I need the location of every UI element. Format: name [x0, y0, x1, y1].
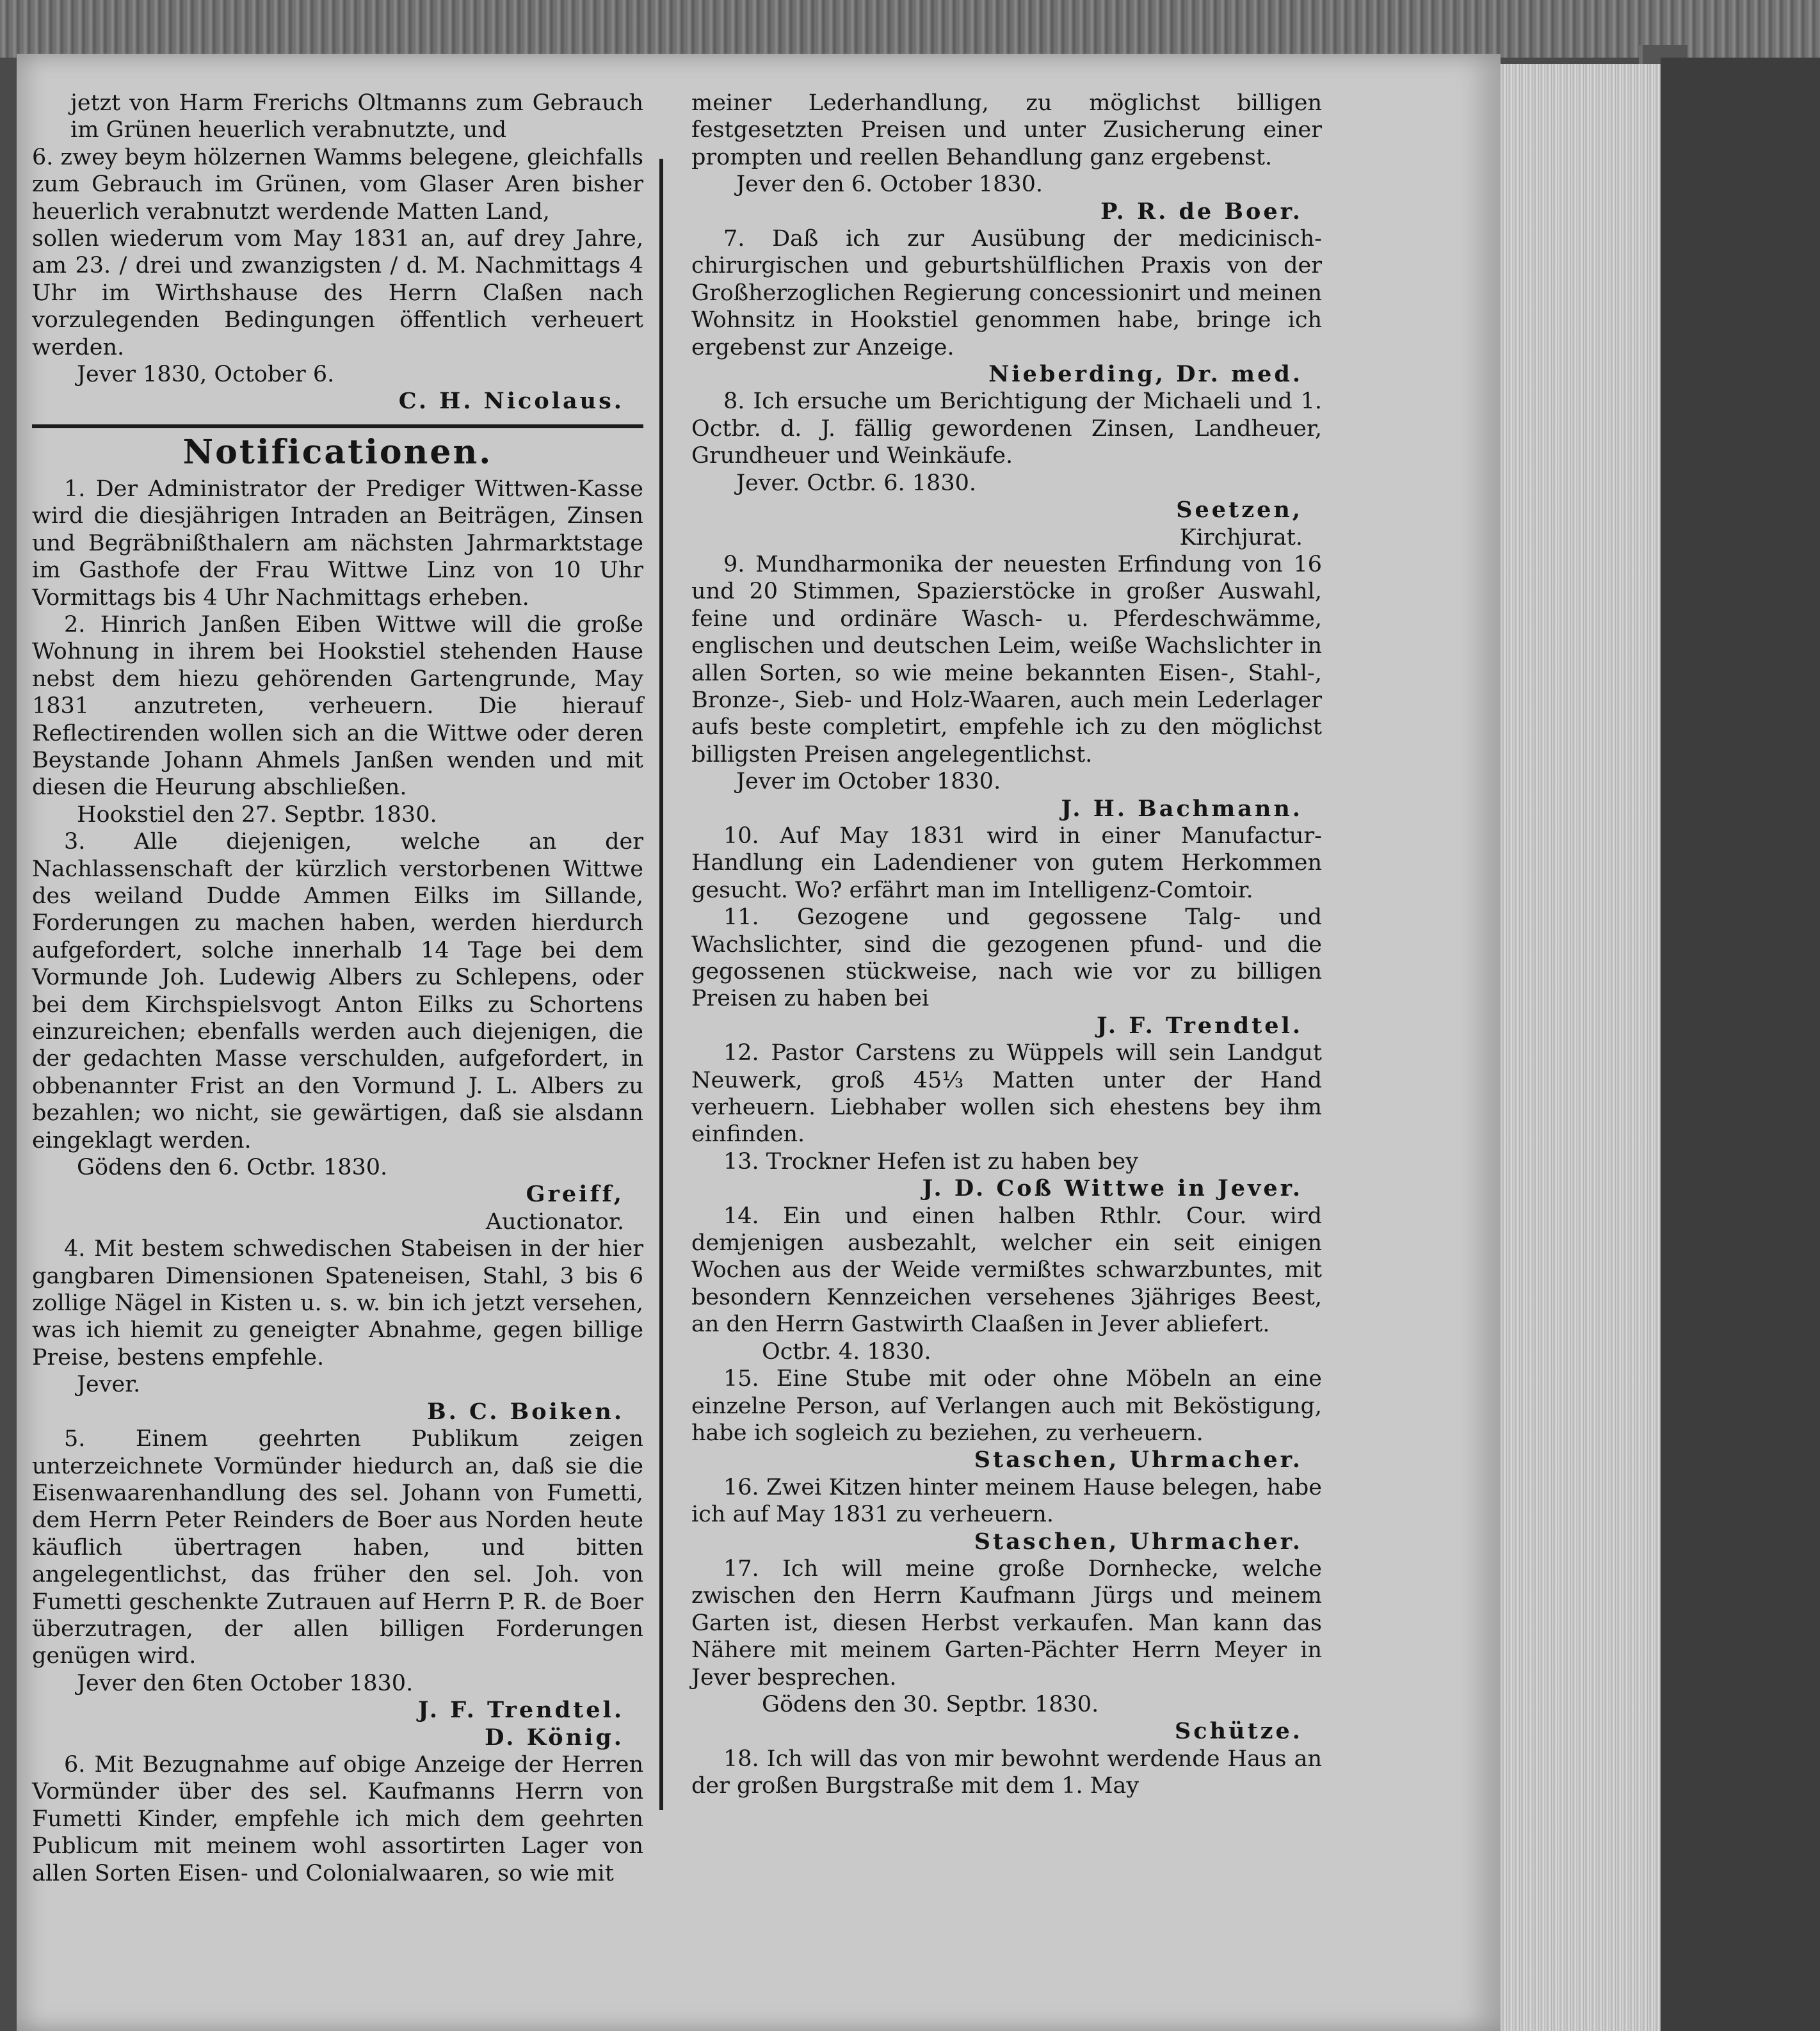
notice-6: 6. Mit Bezugnahme auf obige Anzeige der Herren Vormünder über des sel. Kaufmanns Herrn von Fumetti Kinder, empfehle ich mich dem geehrten Publicum mit meinem wohl assortirten Lager von allen Sorten Eisen- und Colonialwaaren, so wie mit [32, 1751, 643, 1886]
notice-5: 5. Einem geehrten Publikum zeigen unterzeichnete Vormünder hiedurch an, daß sie die Eisenwaarenhandlung des sel. Johann von Fumetti, dem Herrn Peter Reinders de Boer aus Norden heute käuflich übertragen haben, und bitten angelegentlichst, das früher den sel. Joh. von Fumetti geschenkte Zutrauen auf Herrn P. R. de Boer überzutragen, der allen billigen Forderungen genügen wird. [32, 1426, 643, 1669]
notice-17-date: Gödens den 30. Septbr. 1830. [762, 1691, 1099, 1717]
notice-9: 9. Mundharmonika der neuesten Erfindung von 16 und 20 Stimmen, Spazierstöcke in großer Auswahl, feine und ordinäre Wasch- u. Pferdeschwämme, englischen und deutschen Leim, weiße Wachslichter in allen Sorten, so wie meine bekannten Eisen-, Stahl-, Bronze-, Sieb- und Holz-Waaren, auch mein Lederlager aufs beste completirt, empfehle ich zu den möglichst billigsten Preisen angelegentlichst. [691, 551, 1322, 767]
notice-2-date: Hookstiel den 27. Septbr. 1830. [77, 801, 437, 828]
notice-3-date: Gödens den 6. Octbr. 1830. [77, 1155, 388, 1181]
section-heading: Notificationen. [182, 432, 493, 472]
notice-8: 8. Ich ersuche um Berichtigung der Michaeli und 1. Octbr. d. J. fällig gewordenen Zinsen, Landheuer, Grundheuer und Weinkäufe. [691, 389, 1322, 469]
notice-14: 14. Ein und einen halben Rthlr. Cour. wird demjenigen ausbezahlt, welcher ein seit einigen Wochen aus der Weide vermißtes schwarzbuntes, mit besondern Kennzeichen versehenes 3jähriges Beest, an den Herrn Gastwirth Claaßen in Jever abliefert. [691, 1203, 1322, 1338]
notice-14-date: Octbr. 4. 1830. [762, 1338, 931, 1365]
notice-10: 10. Auf May 1831 wird in einer Manufactur-Handlung ein Ladendiener von gutem Herkommen gesucht. Wo? erfährt man im Intelligenz-Comtoir. [691, 823, 1322, 903]
notice-6-continued: meiner Lederhandlung, zu möglichst billigen festgesetzten Preisen und unter Zusicherung einer prompten und reellen Behandlung ganz ergebenst. [691, 90, 1322, 170]
signature: C. H. Nicolaus. [398, 388, 624, 415]
notice-6-signature: P. R. de Boer. [1100, 198, 1303, 225]
notice-7: 7. Daß ich zur Ausübung der medicinisch-chirurgischen und geburtshülflichen Praxis von der Großherzoglichen Regierung concessionirt und meinen Wohnsitz in Hookstiel genommen habe, bringe ich ergebenst zur Anzeige. [691, 226, 1322, 360]
notice-5-date: Jever den 6ten October 1830. [77, 1670, 414, 1696]
paragraph-auction-terms: sollen wiederum vom May 1831 an, auf drey Jahre, am 23. / drei und zwanzigsten / d. M. Nachmittags 4 Uhr im Wirthshause des Herrn Claßen nach vorzulegenden Bedingungen öffentlich verheuert werden. [32, 226, 643, 360]
notice-7-signature: Nieberding, Dr. med. [988, 361, 1303, 388]
notice-8-title: Kirchjurat. [1179, 524, 1303, 550]
notice-3-title: Auctionator. [485, 1208, 624, 1235]
notice-3: 3. Alle diejenigen, welche an der Nachlassenschaft der kürzlich verstorbenen Wittwe des weiland Dudde Ammen Eilks im Sillande, Forderungen zu machen haben, werden hierdurch aufgefordert, solche innerhalb 14 Tage bei dem Vormunde Joh. Ludewig Albers zu Schlepens, oder bei dem Kirchspielsvogt Anton Eilks zu Schortens einzureichen; ebenfalls werden auch diejenigen, die der gedachten Masse verschulden, aufgefordert, in obbenannter Frist an den Vormund J. L. Albers zu bezahlen; wo nicht, sie gewärtigen, daß sie alsdann eingeklagt werden. [32, 829, 643, 1153]
notice-8-signature: Seetzen, [1176, 497, 1303, 524]
notice-9-signature: J. H. Bachmann. [1061, 795, 1303, 822]
book-top-edge [0, 0, 1820, 58]
notice-13: 13. Trockner Hefen ist zu haben bey [723, 1148, 1138, 1175]
notice-18: 18. Ich will das von mir bewohnt werdende Haus an der großen Burgstraße mit dem 1. May [691, 1746, 1322, 1799]
notice-5-signature-1: J. F. Trendtel. [418, 1697, 624, 1724]
paragraph-item-5-cont: jetzt von Harm Frerichs Oltmanns zum Gebrauch im Grünen heuerlich verabnutzte, und [70, 90, 643, 143]
notice-11: 11. Gezogene und gegossene Talg- und Wachslichter, sind die gezogenen pfund- und die gegossenen stückweise, nach wie vor zu billigen Preisen zu haben bei [691, 904, 1322, 1012]
notice-4-signature: B. C. Boiken. [427, 1398, 624, 1425]
left-column [32, 90, 643, 1887]
notice-4-place: Jever. [77, 1372, 141, 1398]
book-cover-board [1661, 58, 1820, 2031]
dateline: Jever 1830, October 6. [77, 362, 335, 388]
notice-15-signature: Staschen, Uhrmacher. [974, 1447, 1303, 1473]
column-divider [659, 159, 663, 1810]
notice-5-signature-2: D. König. [485, 1724, 624, 1751]
right-column [691, 90, 1322, 1800]
notice-2: 2. Hinrich Janßen Eiben Wittwe will die große Wohnung in ihrem bei Hookstiel stehenden Hause nebst dem hiezu gehörenden Gartengrunde, May 1831 anzutreten, verheuern. Die hierauf Reflectirenden wollen sich an die Wittwe oder deren Beystande Johann Ahmels Janßen wenden und mit diesen die Heurung abschließen. [32, 611, 643, 801]
notice-6-date: Jever den 6. October 1830. [736, 172, 1043, 198]
notice-16-signature: Staschen, Uhrmacher. [974, 1528, 1303, 1555]
notice-8-date: Jever. Octbr. 6. 1830. [736, 470, 976, 496]
notice-11-signature: J. F. Trendtel. [1097, 1012, 1303, 1039]
notice-3-signature: Greiff, [526, 1181, 624, 1208]
section-rule [32, 424, 643, 428]
notice-4: 4. Mit bestem schwedischen Stabeisen in der hier gangbaren Dimensionen Spateneisen, Stahl, 3 bis 6 zollige Nägel in Kisten u. s. w. bin ich jetzt versehen, was ich hiemit zu geneigter Abnahme, gegen billige Preise, bestens empfehle. [32, 1236, 643, 1370]
notice-17-signature: Schütze. [1175, 1718, 1303, 1745]
paragraph-item-6: 6. zwey beym hölzernen Wamms belegene, gleichfalls zum Gebrauch im Grünen, vom Glaser Aren bisher heuerlich verabnutzt werdende Matten Land, [32, 144, 643, 225]
notice-12: 12. Pastor Carstens zu Wüppels will sein Landgut Neuwerk, groß 45⅓ Matten unter der Hand verheuern. Liebhaber wollen sich ehestens bey ihm einfinden. [691, 1040, 1322, 1148]
notice-15: 15. Eine Stube mit oder ohne Möbeln an eine einzelne Person, auf Verlangen auch mit Beköstigung, habe ich sogleich zu beziehen, zu verheuern. [691, 1366, 1322, 1446]
page-stack-edge [1501, 64, 1661, 2031]
notice-1: 1. Der Administrator der Prediger Wittwen-Kasse wird die diesjährigen Intraden an Beiträgen, Zinsen und Begräbnißthalern am nächsten Jahrmarktstage im Gasthofe der Frau Wittwe Linz von 10 Uhr Vormittags bis 4 Uhr Nachmittags erheben. [32, 476, 643, 611]
notice-17: 17. Ich will meine große Dornhecke, welche zwischen den Herrn Kaufmann Jürgs und meinem Garten ist, diesen Herbst verkaufen. Man kann das Nähere mit meinem Garten-Pächter Herrn Meyer in Jever besprechen. [691, 1555, 1322, 1690]
notice-16: 16. Zwei Kitzen hinter meinem Hause belegen, habe ich auf May 1831 zu verheuern. [691, 1474, 1322, 1528]
notice-9-date: Jever im October 1830. [736, 769, 1001, 795]
notice-13-signature: J. D. Coß Wittwe in Jever. [922, 1175, 1303, 1202]
